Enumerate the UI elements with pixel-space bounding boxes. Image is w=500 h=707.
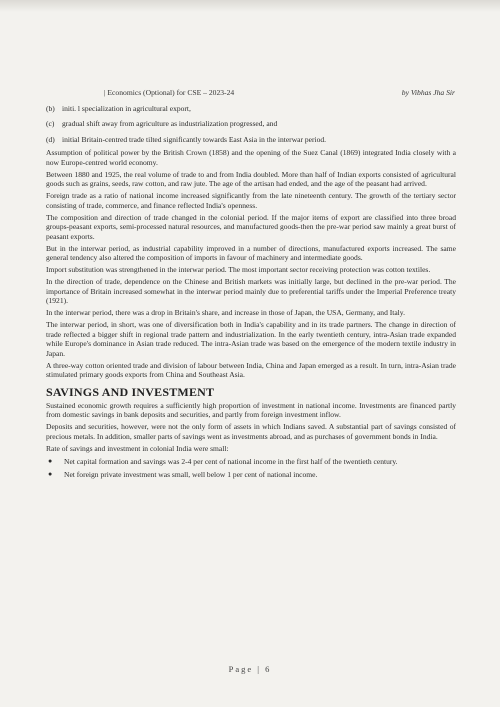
paragraph: Sustained economic growth requires a sufficiently high proportion of investment in national income. Investments are financed partly from domestic savings in bank deposits and securities, and partly from foreign investment inflow. (46, 400, 456, 420)
paragraph: The composition and direction of trade changed in the colonial period. If the major items of export are classified into three broad groups-peasant exports, semi-processed natural resources, and manufactured goods-then the pre-war period saw mainly a great burst of peasant exports. (46, 212, 456, 241)
list-item (46, 135, 456, 144)
paragraph: But in the interwar period, as industrial capability improved in a number of directions, manufactured exports increased. The same general tendency also altered the composition of imports in favour of machinery and intermediate goods. (46, 243, 456, 263)
paragraph: In the direction of trade, dependence on the Chinese and British markets was initially large, but declined in the pre-war period. The importance of Britain increased somewhat in the interwar period mainly due to preferential tariffs under the Imperial Preference treaty (1921). (46, 277, 456, 306)
page-number: Page | 6 (228, 664, 272, 674)
paragraph: Between 1880 and 1925, the real volume of trade to and from India doubled. More than half of Indian exports consisted of agricultural goods such as grains, seeds, raw cotton, and raw jute. The age of the artisan had ended, and the age of the peasant had arrived. (46, 169, 456, 189)
list-marker: (b) (46, 104, 55, 113)
paragraph: Foreign trade as a ratio of national income increased significantly from the late nineteenth century. The growth of the tertiary sector consisting of trade, commerce, and finance reflected India's openness. (46, 191, 456, 210)
section-heading: SAVINGS AND INVESTMENT (46, 384, 215, 399)
paragraph: Rate of savings and investment in colonial India were small: (46, 443, 229, 453)
scan-edge (0, 0, 500, 12)
list-text: initi. l specialization in agricultural export, (62, 104, 191, 113)
paragraph: The interwar period, in short, was one of diversification both in India's capability and in its trade partners. The change in direction of trade reflected a bigger shift in regional trade pattern and industrialization. In the early twentieth century, intra-Asian trade expanded while Europe's dominance in Asian trade reduced. The intra-Asian trade was based on the emergence of the modern textile industry in Japan. (46, 320, 456, 358)
page-content (46, 104, 456, 482)
bullet-icon: ● (48, 469, 53, 478)
list-item (46, 104, 456, 113)
paragraph: In the interwar period, there was a drop in Britain's share, and increase in those of Japan, the USA, Germany, and Italy. (46, 308, 405, 318)
list-text: gradual shift away from agriculture as industrialization progressed, and (62, 119, 278, 129)
bullet-text: Net foreign private investment was small, well below 1 per cent of national income. (64, 469, 318, 479)
paragraph: A three-way cotton oriented trade and division of labour between India, China and Japan emerged as a result. In turn, intra-Asian trade stimulated primary goods exports from China and Southeast Asia. (46, 360, 456, 380)
bullet-item (46, 470, 456, 479)
list-marker: (d) (46, 134, 55, 144)
bullet-item (46, 457, 456, 466)
bullet-list (46, 457, 456, 479)
header-author: by Vibhas Jha Sir (401, 88, 455, 97)
header-course-title: | Economics (Optional) for CSE – 2023-24 (104, 88, 235, 97)
paragraph: Import substitution was strengthened in the interwar period. The most important sector receiving protection was cotton textiles. (46, 265, 431, 275)
paragraph: Deposits and securities, however, were not the only form of assets in which Indians saved. A substantial part of savings consisted of precious metals. In addition, smaller parts of savings went as investments abroad, and as purchases of government bonds in India. (46, 422, 456, 441)
bullet-icon: ● (48, 457, 53, 466)
page-header (104, 88, 455, 97)
list-marker: (c) (46, 119, 55, 129)
bullet-text: Net capital formation and savings was 2-4 per cent of national income in the first half of the twentieth century. (64, 457, 398, 467)
list-item (46, 119, 456, 128)
list-text: initial Britain-centred trade tilted significantly towards East Asia in the interwar period. (62, 134, 327, 144)
paragraph: Assumption of political power by the British Crown (1858) and the opening of the Suez Canal (1869) integrated India closely with a now Europe-centred world economy. (46, 148, 456, 167)
